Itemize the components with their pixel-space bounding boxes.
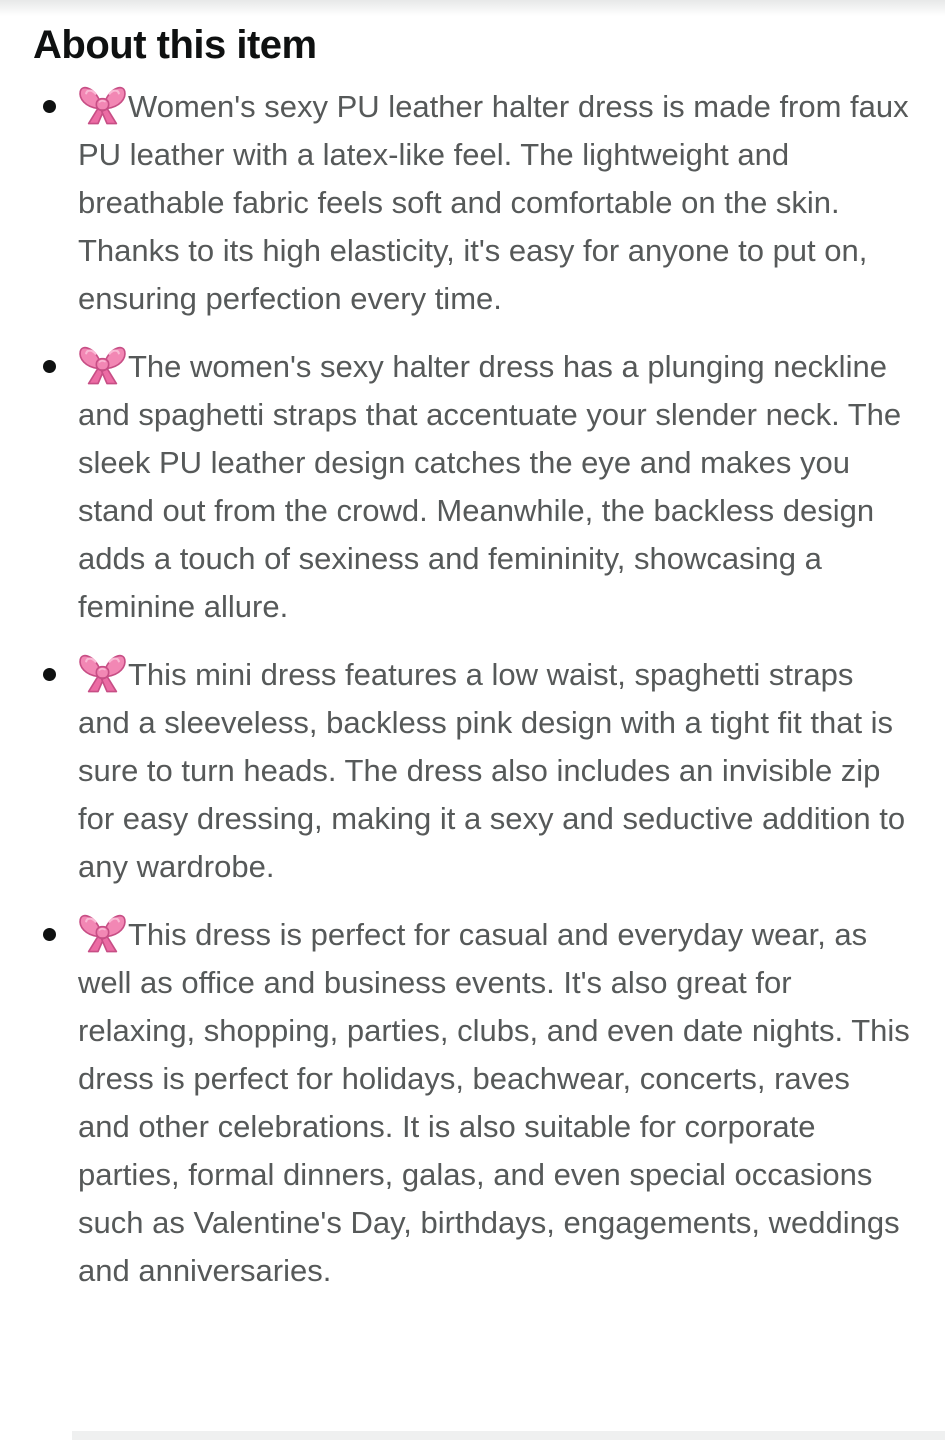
feature-bullet [33, 342, 910, 631]
feature-bullet-text: The women's sexy halter dress has a plunging neckline and spaghetti straps that accentuate your slender neck. The sleek PU leather design catches the eye and makes you stand out from the crowd. Meanwhile, the backless design adds a touch of sexiness and femininity, showcasing a feminine allure. [78, 349, 902, 624]
bullet-dot [43, 928, 56, 941]
ribbon-bow-icon [78, 650, 127, 694]
ribbon-bow-icon [78, 82, 127, 126]
feature-bullet-text: Women's sexy PU leather halter dress is made from faux PU leather with a latex-like feel. The lightweight and breathable fabric feels soft and comfortable on the skin. Thanks to its high elasticity, it's easy for anyone to put on, ensuring perfection every time. [78, 89, 909, 316]
bottom-edge-strip [0, 1431, 945, 1440]
feature-bullet-text: This dress is perfect for casual and everyday wear, as well as office and business events. It's also great for relaxing, shopping, parties, clubs, and even date nights. This dress is perfect for holidays, beachwear, concerts, raves and other celebrations. It is also suitable for corporate parties, formal dinners, galas, and even special occasions such as Valentine's Day, birthdays, engagements, weddings and anniversaries. [78, 917, 910, 1288]
bullet-dot [43, 360, 56, 373]
section-title: About this item [33, 23, 317, 67]
feature-bullet [33, 82, 910, 323]
feature-bullet-text: This mini dress features a low waist, spaghetti straps and a sleeveless, backless pink design with a tight fit that is sure to turn heads. The dress also includes an invisible zip for easy dressing, making it a sexy and seductive addition to any wardrobe. [78, 657, 906, 884]
bullet-dot [43, 100, 56, 113]
feature-bullet [33, 650, 910, 891]
feature-bullet [33, 910, 910, 1295]
bottom-left-notch [0, 1431, 72, 1440]
feature-bullet-list [33, 82, 910, 1295]
bullet-dot [43, 668, 56, 681]
ribbon-bow-icon [78, 342, 127, 386]
ribbon-bow-icon [78, 910, 127, 954]
